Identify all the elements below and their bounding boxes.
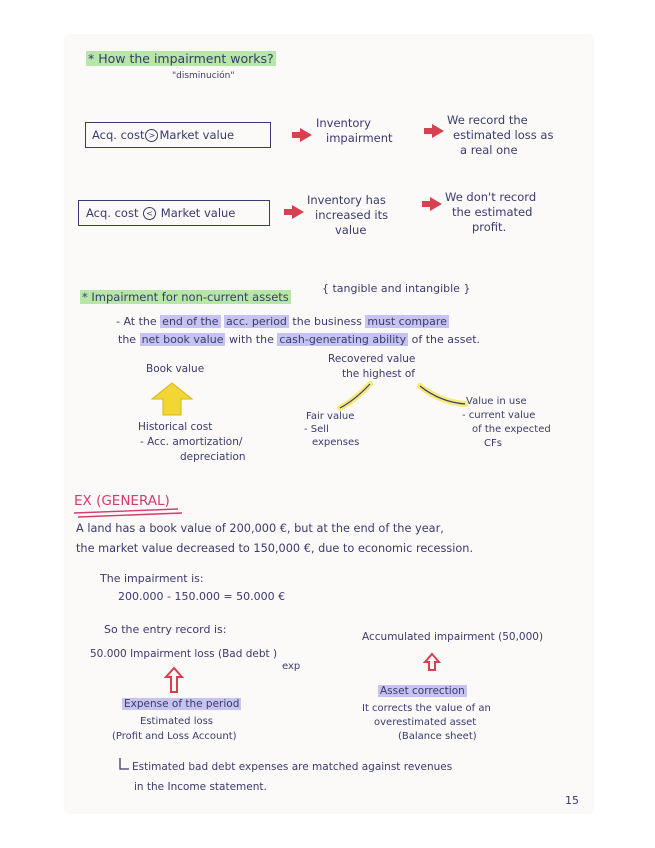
recovered-value-line2: the highest of [342,368,415,380]
red-arrow-icon [292,205,304,219]
acq-cost-label: Acq. cost [86,206,139,220]
section-2-title [80,290,291,304]
inventory-impairment-line2: impairment [326,131,393,145]
highlight-acc-period: acc. period [226,315,287,328]
profit-loss-account: (Profit and Loss Account) [112,731,237,742]
highlight-cash-generating: cash-generating ability [279,333,407,346]
no-record-line2: the estimated [452,205,533,219]
text-fragment: with the [228,333,274,346]
impairment-calculation: 200.000 - 150.000 = 50.000 € [118,590,286,603]
entry-left-exp: exp [282,661,301,672]
asset-correction [378,684,467,698]
entry-left: 50.000 Impairment loss (Bad debt ) [90,648,278,660]
historical-cost-line2: - Acc. amortization/ [140,436,243,448]
paragraph-line-1 [116,315,449,329]
impairment-label: The impairment is: [100,572,204,585]
example-line-2: the market value decreased to 150,000 €, due to economic recession. [76,542,474,555]
historical-cost-line3: depreciation [180,451,246,463]
estimated-loss: Estimated loss [140,716,214,727]
corrects-value-line3: (Balance sheet) [398,731,477,742]
acq-cost-label: Acq. cost [92,128,145,142]
fair-value-line3: expenses [312,437,360,448]
text-fragment: - At the [116,315,157,328]
red-up-arrow-icon [425,654,439,670]
brace-note: { tangible and intangible } [322,282,471,295]
inventory-increase-line2: increased its [315,208,389,222]
comparison-2 [86,206,235,220]
greater-than-symbol: > [145,129,158,142]
value-in-use-line2: - current value [462,410,536,421]
red-up-arrow-icon [166,668,182,692]
section-subtitle: "disminución" [172,71,235,81]
comparison-1 [92,128,234,142]
section-title [86,52,276,66]
fair-value-line1: Fair value [306,411,355,422]
expense-of-period [122,697,241,711]
paragraph-line-2 [118,333,480,347]
entry-right: Accumulated impairment (50,000) [362,631,544,643]
market-value-label: Market value [159,128,235,142]
text-fragment: the business [292,315,362,328]
record-loss-line2: estimated loss as [453,128,554,142]
text-fragment: the [118,333,137,346]
corner-arrow-icon [118,758,130,772]
value-in-use-line3: of the expected [472,424,551,435]
inventory-impairment-line1: Inventory [316,116,371,130]
no-record-line1: We don't record [445,190,537,204]
inventory-increase-line1: Inventory has [307,193,386,207]
red-arrow-icon [432,124,444,138]
asset-correction-highlight: Asset correction [380,685,465,697]
value-in-use-line4: CFs [484,438,502,449]
expense-highlight: Expense of the period [124,698,240,710]
entry-label: So the entry record is: [104,623,227,636]
market-value-label: Market value [160,206,236,220]
text-fragment: of the asset. [411,333,481,346]
inventory-increase-line3: value [335,223,367,237]
highlight-end-of: end of the [162,315,219,328]
no-record-line3: profit. [472,220,507,234]
less-than-symbol: < [143,207,156,220]
historical-cost-line1: Historical cost [138,421,213,433]
yellow-up-arrow-icon [152,383,192,415]
highlight-must-compare: must compare [367,315,447,328]
footer-line-2: in the Income statement. [134,781,267,793]
record-loss-line3: a real one [460,143,518,157]
corrects-value-line2: overestimated asset [374,717,477,728]
corrects-value-line1: It corrects the value of an [362,703,491,714]
recovered-value-line1: Recovered value [328,353,416,365]
highlight-net-book-value: net book value [141,333,224,346]
page-number: 15 [565,794,579,807]
example-title: EX (GENERAL) [74,493,170,509]
example-title-underline [74,511,184,519]
red-arrow-icon [300,128,312,142]
section-title-text: * How the impairment works? [88,51,274,66]
value-in-use-line1: Value in use [466,396,527,407]
example-line-1: A land has a book value of 200,000 €, but at the end of the year, [76,522,444,535]
footer-line-1: Estimated bad debt expenses are matched against revenues [132,761,453,773]
red-arrow-icon [430,197,442,211]
fair-value-line2: - Sell [304,424,329,435]
record-loss-line1: We record the [447,113,528,127]
section-2-title-text: * Impairment for non-current assets [82,290,289,304]
book-value-label: Book value [146,363,205,375]
